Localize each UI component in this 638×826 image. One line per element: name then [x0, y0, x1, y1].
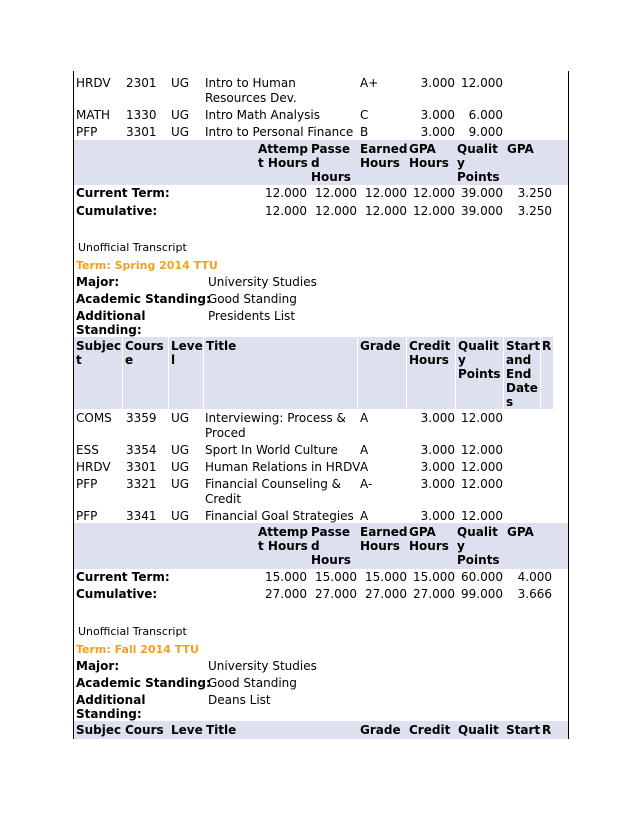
gpa-header: GPA — [507, 142, 534, 156]
major-label: Major: — [76, 275, 120, 289]
course-cell: 3354 — [126, 443, 157, 457]
quality-points-value: 99.000 — [461, 587, 503, 601]
additional-standing-label: Additional Standing: — [76, 309, 146, 337]
subject-cell: MATH — [76, 108, 110, 122]
credit-cell: 3.000 — [420, 509, 455, 523]
subject-cell: COMS — [76, 411, 112, 425]
transcript-document — [73, 71, 569, 739]
quality-points-header: Qualit y Points — [457, 142, 500, 184]
credit-cell: 3.000 — [420, 411, 455, 425]
attempt-hours-header: Attemp t Hours — [258, 525, 308, 553]
additional-standing-label: Additional Standing: — [76, 693, 146, 721]
divider — [540, 337, 541, 409]
academic-standing-label: Academic Standing: — [76, 676, 211, 690]
subject-cell: PFP — [76, 125, 98, 139]
earned-hours-value: 27.000 — [365, 587, 407, 601]
quality-cell: 9.000 — [468, 125, 503, 139]
level-cell: UG — [171, 108, 190, 122]
credit-hours-header: Credit — [409, 723, 451, 737]
grade-header: Grade — [360, 339, 401, 353]
title-cell: Intro Math Analysis — [205, 108, 320, 122]
earned-hours-value: 12.000 — [365, 186, 407, 200]
credit-cell: 3.000 — [420, 443, 455, 457]
gpa-value: 3.250 — [517, 186, 552, 200]
major-label: Major: — [76, 659, 120, 673]
level-cell: UG — [171, 460, 190, 474]
additional-standing-value: Presidents List — [208, 309, 296, 323]
divider — [122, 337, 123, 409]
r-header: R — [542, 339, 552, 353]
gpa-hours-value: 15.000 — [413, 570, 455, 584]
quality-points-value: 39.000 — [461, 204, 503, 218]
attempt-hours-value: 27.000 — [265, 587, 307, 601]
cumulative-label: Cumulative: — [76, 587, 158, 601]
title-cell: Financial Counseling & Credit — [205, 477, 341, 506]
gpa-value: 4.000 — [517, 570, 552, 584]
unofficial-transcript-label: Unofficial Transcript — [78, 241, 187, 254]
major-value: University Studies — [208, 275, 317, 289]
divider — [357, 337, 358, 409]
passed-hours-value: 27.000 — [315, 587, 357, 601]
passed-hours-value: 12.000 — [315, 186, 357, 200]
subject-cell: PFP — [76, 477, 98, 491]
major-value: University Studies — [208, 659, 317, 673]
subject-cell: PFP — [76, 509, 98, 523]
gpa-hours-value: 12.000 — [413, 204, 455, 218]
term-heading: Term: Spring 2014 TTU — [76, 259, 218, 272]
attempt-hours-value: 15.000 — [265, 570, 307, 584]
course-cell: 3301 — [126, 460, 157, 474]
quality-cell: 12.000 — [461, 477, 503, 491]
course-cell: 3301 — [126, 125, 157, 139]
divider — [406, 337, 407, 409]
attempt-hours-header: Attemp t Hours — [258, 142, 308, 170]
r-header: R — [542, 723, 552, 737]
quality-points-header: Qualit — [458, 723, 499, 737]
title-header: Title — [206, 723, 237, 737]
gpa-hours-header: GPA Hours — [409, 525, 449, 553]
title-cell: Interviewing: Process & Proced — [205, 411, 346, 440]
grade-cell: A — [360, 443, 369, 457]
quality-cell: 6.000 — [468, 108, 503, 122]
divider — [203, 337, 204, 409]
cumulative-label: Cumulative: — [76, 204, 158, 218]
grade-cell: A+ — [360, 76, 379, 90]
quality-points-header: Qualit y Points — [457, 525, 500, 567]
gpa-hours-header: GPA Hours — [409, 142, 449, 170]
passed-hours-value: 12.000 — [315, 204, 357, 218]
grade-cell: A- — [360, 477, 373, 491]
passed-hours-value: 15.000 — [315, 570, 357, 584]
current-term-label: Current Term: — [76, 570, 170, 584]
title-cell: Financial Goal Strategies — [205, 509, 354, 523]
level-cell: UG — [171, 76, 190, 90]
level-header: Leve l — [171, 339, 203, 367]
course-cell: 3341 — [126, 509, 157, 523]
gpa-header: GPA — [507, 525, 534, 539]
credit-cell: 3.000 — [420, 460, 455, 474]
earned-hours-header: Earned Hours — [360, 142, 408, 170]
grade-cell: B — [360, 125, 369, 139]
academic-standing-value: Good Standing — [208, 676, 297, 690]
grade-cell: C — [360, 108, 369, 122]
gpa-value: 3.250 — [517, 204, 552, 218]
course-header: Cours — [125, 723, 164, 737]
grade-header: Grade — [360, 723, 401, 737]
title-cell: Intro to Human Resources Dev. — [205, 76, 297, 105]
grade-cell: A — [360, 460, 369, 474]
title-cell: Sport In World Culture — [205, 443, 338, 457]
subject-header: Subjec t — [76, 339, 122, 367]
attempt-hours-value: 12.000 — [265, 204, 307, 218]
credit-cell: 3.000 — [420, 477, 455, 491]
credit-cell: 3.000 — [420, 125, 455, 139]
earned-hours-value: 15.000 — [365, 570, 407, 584]
gpa-hours-value: 27.000 — [413, 587, 455, 601]
subject-header: Subjec — [76, 723, 122, 737]
quality-cell: 12.000 — [461, 76, 503, 90]
additional-standing-value: Deans List — [208, 693, 271, 707]
level-header: Leve — [171, 723, 203, 737]
course-header: Cours e — [125, 339, 164, 367]
level-cell: UG — [171, 443, 190, 457]
attempt-hours-value: 12.000 — [265, 186, 307, 200]
grade-cell: A — [360, 411, 369, 425]
gpa-hours-value: 12.000 — [413, 186, 455, 200]
quality-points-value: 39.000 — [461, 186, 503, 200]
credit-cell: 3.000 — [420, 108, 455, 122]
divider — [455, 337, 456, 409]
title-header: Title — [206, 339, 237, 353]
level-cell: UG — [171, 125, 190, 139]
quality-points-value: 60.000 — [461, 570, 503, 584]
academic-standing-value: Good Standing — [208, 292, 297, 306]
earned-hours-header: Earned Hours — [360, 525, 408, 553]
credit-cell: 3.000 — [420, 76, 455, 90]
subject-cell: HRDV — [76, 460, 111, 474]
subject-cell: ESS — [76, 443, 99, 457]
term-heading: Term: Fall 2014 TTU — [76, 643, 199, 656]
quality-cell: 12.000 — [461, 443, 503, 457]
earned-hours-value: 12.000 — [365, 204, 407, 218]
course-cell: 2301 — [126, 76, 157, 90]
divider — [503, 337, 504, 409]
course-cell: 3321 — [126, 477, 157, 491]
grade-cell: A — [360, 509, 369, 523]
level-cell: UG — [171, 477, 190, 491]
course-cell: 1330 — [126, 108, 157, 122]
quality-cell: 12.000 — [461, 509, 503, 523]
credit-hours-header: Credit Hours — [409, 339, 451, 367]
unofficial-transcript-label: Unofficial Transcript — [78, 625, 187, 638]
divider — [168, 337, 169, 409]
gpa-value: 3.666 — [517, 587, 552, 601]
start-end-dates-header: Start — [506, 723, 541, 737]
level-cell: UG — [171, 411, 190, 425]
title-cell: Human Relations in HRDV — [205, 460, 361, 474]
passed-hours-header: Passe d Hours — [311, 142, 351, 184]
quality-cell: 12.000 — [461, 460, 503, 474]
quality-points-header: Qualit y Points — [458, 339, 501, 381]
course-cell: 3359 — [126, 411, 157, 425]
passed-hours-header: Passe d Hours — [311, 525, 351, 567]
level-cell: UG — [171, 509, 190, 523]
start-end-dates-header: Start and End Date s — [506, 339, 541, 409]
title-cell: Intro to Personal Finance — [205, 125, 354, 139]
subject-cell: HRDV — [76, 76, 111, 90]
current-term-label: Current Term: — [76, 186, 170, 200]
quality-cell: 12.000 — [461, 411, 503, 425]
academic-standing-label: Academic Standing: — [76, 292, 211, 306]
